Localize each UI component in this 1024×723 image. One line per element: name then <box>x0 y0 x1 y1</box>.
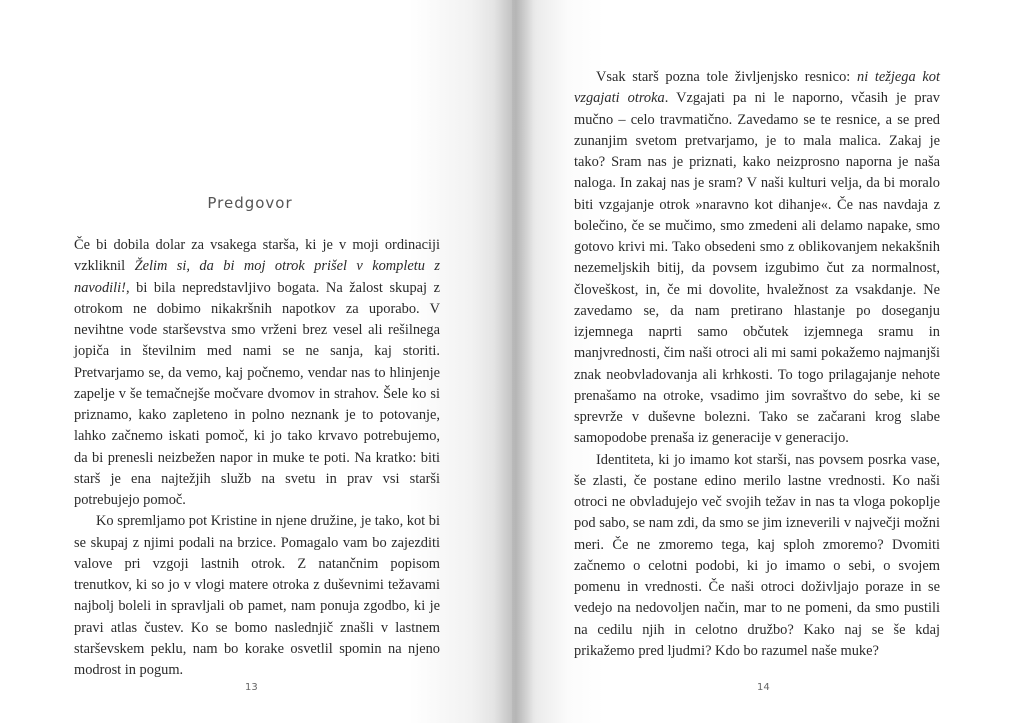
left-paragraph-1 <box>74 235 440 511</box>
right-paragraph-1 <box>574 67 940 450</box>
right-paragraph-1-start: Vsak starš pozna tole življenjsko resnico: <box>596 69 857 85</box>
left-paragraph-1-end: , bi bila nepredstavljivo bogata. Na žalost skupaj z otrokom ne dobimo nikakršnih napotkov za uporabo. V nevihtne vode starševstva smo vrženi brez vesel ali rešilnega jopiča in številnim med nami se ne sanja, kaj storiti. Pretvarjamo se, da vemo, kaj počnemo, vendar nas to hlinjenje zapelje v še temačnejše močvare dvomov in strahov. Šele ko si priznamo, kako zapleteno in polno neznank je to potovanje, lahko začnemo iskati pomoč, ki jo tako krvavo potrebujemo, da bi prenesli neizbežen napor in muke te poti. Na kratko: biti starš je ena najtežjih služb na svetu in prav vsi starši potrebujejo pomoč. <box>74 279 440 508</box>
right-page-body <box>574 67 940 662</box>
page-number-right: 14 <box>757 682 770 693</box>
page-number-left: 13 <box>245 682 258 693</box>
right-page <box>512 0 1024 723</box>
chapter-title: Predgovor <box>207 194 293 212</box>
left-page-body <box>74 235 440 681</box>
left-paragraph-2: Ko spremljamo pot Kristine in njene družine, je tako, kot bi se skupaj z njimi podali na brzice. Pomagalo vam bo zajezditi valove pri vzgoji lastnih otrok. Z natančnim popisom trenutkov, ki so jo v vlogi matere otroka z duševnimi težavami najbolj boleli in spravljali ob pamet, nam ponuja zgodbo, ki je pravi atlas čustev. Ko se bomo naslednjič znašli v lastnem starševskem peklu, nam bo korake osvetlil spomin na njeno modrost in pogum. <box>74 513 440 678</box>
book-gutter-shadow <box>494 0 534 723</box>
right-paragraph-2: Identiteta, ki jo imamo kot starši, nas povsem posrka vase, še zlasti, če postane edino merilo lastne vrednosti. Ko naši otroci ne obvladujejo več svojih težav in nas ta vloga pokoplje pod sabo, se nam zdi, da smo se jim izneverili v največji možni meri. Če ne zmoremo tega, kaj sploh zmoremo? Dvomiti začnemo o celotni podobi, ki jo imamo o sebi, o svojem pomenu in vrednosti. Če naši otroci doživljajo poraze in se vedejo na nedovoljen način, mar to ne pomeni, da smo pustili na cedilu njih in celotno družbo? Kako naj se še kdaj prikažemo pred ljudmi? Kdo bo razumel naše muke? <box>574 451 940 659</box>
left-paragraph-1-quote: Želim si, da bi moj otrok prišel v kompletu z navodili! <box>74 258 440 296</box>
right-paragraph-1-end: . Vzgajati pa ni le naporno, včasih je prav mučno – celo travmatično. Zavedamo se te resnice, a se pred zunanjim svetom pretvarjamo, je to mala malica. Zakaj je tako? Sram nas je priznati, kako neizprosno naporna je naša naloga. In zakaj nas je sram? V naši kulturi velja, da bi moralo biti vzgajanje otrok »naravno kot dihanje«. Če nas navdaja z bolečino, če se mučimo, smo zmedeni ali delamo napake, smo gotovo krivi mi. Tako obsedeni smo z oblikovanjem nekakšnih nezemeljskih bitij, da povsem izgubimo čut za normalnost, človeškost, in, če mi dovolite, hvaležnost za vsakdanje. Ne zavedamo se, da nam pretirano hlastanje po doseganju izjemnega naprti samo občutek izjemnega sramu in manjvrednosti, čim naši otroci ali mi sami pokažemo najmanjši znak neobvladovanja ali krhkosti. To togo prilagajanje nehote prenašamo na otroke, vsadimo jim sovraštvo do sebe, ki se sprevrže v duševne bolezni. Tako se začarani krog slabe samopodobe prenaša iz generacije v generacijo. <box>574 90 941 447</box>
right-paragraph-1-quote: ni težjega kot vzgajati otroka <box>574 69 941 107</box>
left-paragraph-1-start: Če bi dobila dolar za vsakega starša, ki je v moji ordinaciji vzkliknil <box>74 237 440 275</box>
